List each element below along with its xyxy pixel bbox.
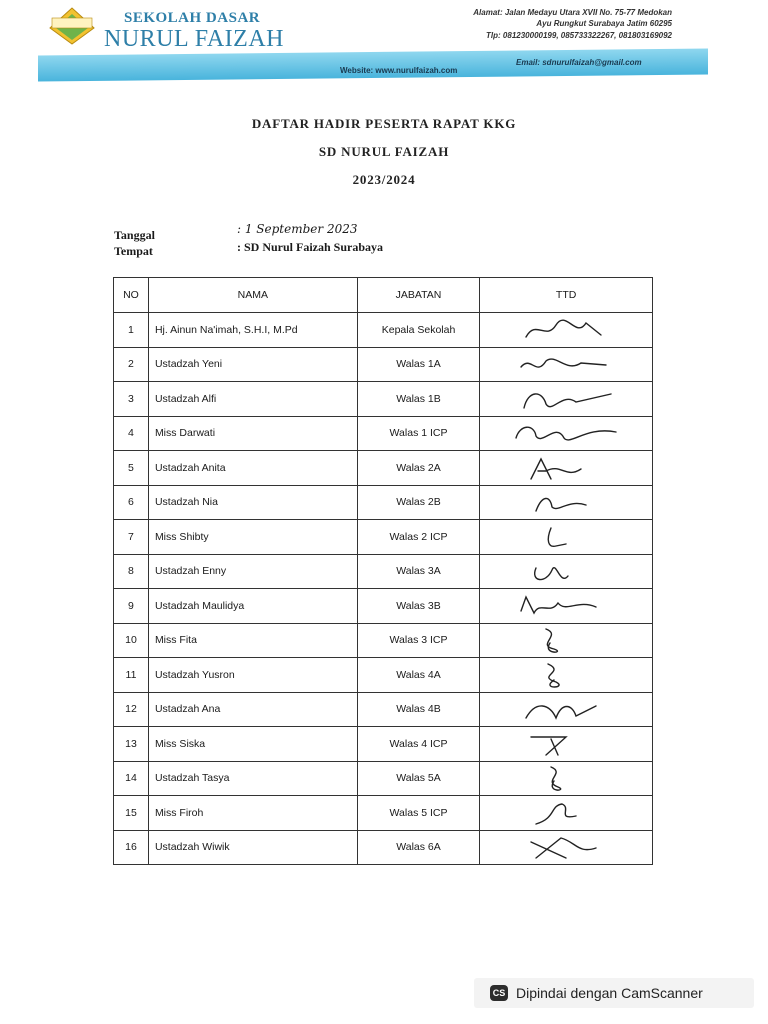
camscanner-logo-icon: CS bbox=[490, 985, 508, 1001]
cell-no: 16 bbox=[114, 830, 149, 865]
signature-icon bbox=[506, 832, 626, 862]
cell-nama: Miss Darwati bbox=[148, 416, 357, 451]
cell-jabatan: Walas 4A bbox=[357, 658, 480, 693]
cell-no: 1 bbox=[114, 313, 149, 348]
cell-nama: Ustadzah Yusron bbox=[148, 658, 357, 693]
table-row bbox=[114, 416, 653, 451]
cell-jabatan: Walas 5 ICP bbox=[357, 796, 480, 831]
document-year: 2023/2024 bbox=[352, 172, 416, 187]
cell-jabatan: Walas 3 ICP bbox=[357, 623, 480, 658]
cell-jabatan: Walas 6A bbox=[357, 830, 480, 865]
cell-jabatan: Walas 2 ICP bbox=[357, 520, 480, 555]
table-row bbox=[114, 796, 653, 831]
address-line-1: Alamat: Jalan Medayu Utara XVII No. 75-77 Medokan bbox=[473, 8, 672, 17]
signature-icon bbox=[506, 729, 626, 759]
cell-jabatan: Kepala Sekolah bbox=[357, 313, 480, 348]
cell-ttd bbox=[480, 589, 653, 624]
table-row bbox=[114, 451, 653, 486]
table-row bbox=[114, 347, 653, 382]
cell-no: 7 bbox=[114, 520, 149, 555]
website-line: Website: www.nurulfaizah.com bbox=[340, 66, 458, 75]
cell-jabatan: Walas 4B bbox=[357, 692, 480, 727]
cell-ttd bbox=[480, 382, 653, 417]
cell-no: 5 bbox=[114, 451, 149, 486]
cell-nama: Ustadzah Yeni bbox=[148, 347, 357, 382]
cell-nama: Hj. Ainun Na'imah, S.H.I, M.Pd bbox=[148, 313, 357, 348]
header-nama: NAMA bbox=[148, 278, 357, 313]
cell-jabatan: Walas 2B bbox=[357, 485, 480, 520]
header-ttd: TTD bbox=[480, 278, 653, 313]
cell-no: 6 bbox=[114, 485, 149, 520]
cell-ttd bbox=[480, 520, 653, 555]
cell-jabatan: Walas 3A bbox=[357, 554, 480, 589]
table-row bbox=[114, 589, 653, 624]
cell-nama: Ustadzah Nia bbox=[148, 485, 357, 520]
cell-nama: Ustadzah Alfi bbox=[148, 382, 357, 417]
header-jabatan: JABATAN bbox=[357, 278, 480, 313]
camscanner-watermark bbox=[474, 978, 754, 1008]
cell-no: 15 bbox=[114, 796, 149, 831]
signature-icon bbox=[506, 556, 626, 586]
header-no: NO bbox=[114, 278, 149, 313]
email-line: Email: sdnurulfaizah@gmail.com bbox=[516, 58, 642, 67]
cell-no: 13 bbox=[114, 727, 149, 762]
cell-ttd bbox=[480, 485, 653, 520]
signature-icon bbox=[506, 487, 626, 517]
cell-nama: Miss Shibty bbox=[148, 520, 357, 555]
address-line-2: Ayu Rungkut Surabaya Jatim 60295 bbox=[536, 19, 672, 28]
signature-icon bbox=[506, 349, 626, 379]
signature-icon bbox=[506, 522, 626, 552]
cell-jabatan: Walas 1B bbox=[357, 382, 480, 417]
school-name: NURUL FAIZAH bbox=[104, 26, 284, 52]
cell-nama: Miss Fita bbox=[148, 623, 357, 658]
signature-icon bbox=[506, 591, 626, 621]
signature-icon bbox=[506, 418, 626, 448]
cell-no: 12 bbox=[114, 692, 149, 727]
date-label: Tanggal bbox=[114, 228, 155, 242]
cell-ttd bbox=[480, 830, 653, 865]
signature-icon bbox=[506, 315, 626, 345]
cell-ttd bbox=[480, 416, 653, 451]
cell-ttd bbox=[480, 623, 653, 658]
school-logo-icon bbox=[44, 4, 100, 48]
cell-ttd bbox=[480, 554, 653, 589]
place-label: Tempat bbox=[114, 244, 153, 258]
cell-no: 4 bbox=[114, 416, 149, 451]
signature-icon bbox=[506, 384, 626, 414]
signature-icon bbox=[506, 453, 626, 483]
date-value: : 1 September 2023 bbox=[237, 222, 358, 236]
table-row bbox=[114, 830, 653, 865]
letterhead bbox=[0, 0, 768, 90]
cell-ttd bbox=[480, 796, 653, 831]
signature-icon bbox=[506, 694, 626, 724]
cell-jabatan: Walas 5A bbox=[357, 761, 480, 796]
signature-icon bbox=[506, 625, 626, 655]
cell-nama: Ustadzah Ana bbox=[148, 692, 357, 727]
cell-ttd bbox=[480, 313, 653, 348]
cell-jabatan: Walas 4 ICP bbox=[357, 727, 480, 762]
cell-nama: Ustadzah Tasya bbox=[148, 761, 357, 796]
signature-icon bbox=[506, 798, 626, 828]
cell-nama: Ustadzah Anita bbox=[148, 451, 357, 486]
signature-icon bbox=[506, 763, 626, 793]
table-row bbox=[114, 623, 653, 658]
cell-no: 10 bbox=[114, 623, 149, 658]
cell-no: 2 bbox=[114, 347, 149, 382]
place-value: : SD Nurul Faizah Surabaya bbox=[237, 240, 384, 254]
cell-ttd bbox=[480, 727, 653, 762]
cell-jabatan: Walas 1A bbox=[357, 347, 480, 382]
table-row bbox=[114, 761, 653, 796]
cell-nama: Ustadzah Wiwik bbox=[148, 830, 357, 865]
cell-ttd bbox=[480, 451, 653, 486]
cell-nama: Miss Siska bbox=[148, 727, 357, 762]
camscanner-text: Dipindai dengan CamScanner bbox=[516, 985, 703, 1001]
document-title: DAFTAR HADIR PESERTA RAPAT KKG bbox=[251, 116, 517, 131]
table-row bbox=[114, 658, 653, 693]
phone-line: Tlp: 081230000199, 085733322267, 081803169092 bbox=[486, 31, 672, 40]
attendance-table bbox=[113, 277, 653, 865]
cell-jabatan: Walas 1 ICP bbox=[357, 416, 480, 451]
table-row bbox=[114, 313, 653, 348]
cell-nama: Miss Firoh bbox=[148, 796, 357, 831]
signature-icon bbox=[506, 660, 626, 690]
table-row bbox=[114, 554, 653, 589]
cell-ttd bbox=[480, 761, 653, 796]
cell-nama: Ustadzah Maulidya bbox=[148, 589, 357, 624]
school-type: SEKOLAH DASAR bbox=[124, 10, 261, 26]
cell-no: 3 bbox=[114, 382, 149, 417]
table-header-row bbox=[114, 278, 653, 313]
table-row bbox=[114, 520, 653, 555]
table-row bbox=[114, 382, 653, 417]
cell-no: 8 bbox=[114, 554, 149, 589]
table-row bbox=[114, 692, 653, 727]
cell-no: 11 bbox=[114, 658, 149, 693]
cell-jabatan: Walas 3B bbox=[357, 589, 480, 624]
cell-ttd bbox=[480, 347, 653, 382]
cell-nama: Ustadzah Enny bbox=[148, 554, 357, 589]
cell-no: 14 bbox=[114, 761, 149, 796]
cell-jabatan: Walas 2A bbox=[357, 451, 480, 486]
document-subtitle: SD NURUL FAIZAH bbox=[318, 144, 450, 159]
cell-ttd bbox=[480, 658, 653, 693]
cell-no: 9 bbox=[114, 589, 149, 624]
cell-ttd bbox=[480, 692, 653, 727]
table-row bbox=[114, 485, 653, 520]
table-row bbox=[114, 727, 653, 762]
